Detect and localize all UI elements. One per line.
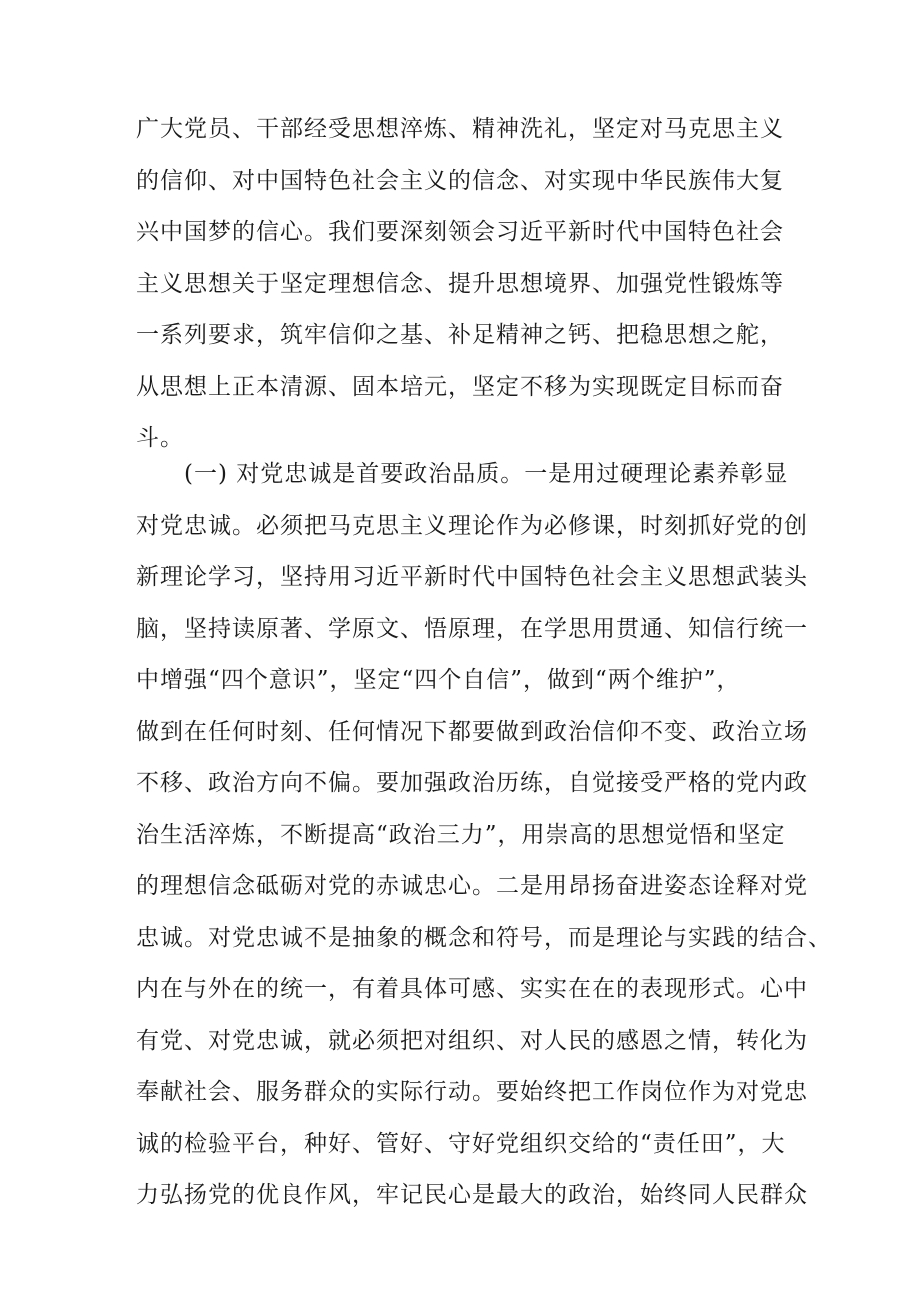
paragraph-line: 有党、对党忠诚，就必须把对组织、对人民的感恩之情，转化为 [136, 1027, 808, 1054]
paragraph-line: 对党忠诚。必须把马克思主义理论作为必修课，时刻抓好党的创 [136, 512, 808, 539]
paragraph-line: 兴中国梦的信心。我们要深刻领会习近平新时代中国特色社会 [136, 219, 784, 245]
paragraph-line: 不移、政治方向不偏。要加强政治历练，自觉接受严格的党内政 [136, 770, 808, 796]
paragraph-line: 忠诚。对党忠诚不是抽象的概念和符号，而是理论与实践的结合、 [136, 924, 832, 951]
paragraph-line: 脑，坚持读原著、学原文、悟原理，在学思用贯通、知信行统一 [136, 615, 808, 642]
paragraph-line: 新理论学习，坚持用习近平新时代中国特色社会主义思想武装头 [136, 564, 808, 590]
paragraph-line: 一系列要求，筑牢信仰之基、补足精神之钙、把稳思想之舵， [136, 322, 784, 348]
paragraph-line: 力弘扬党的优良作风，牢记民心是最大的政治，始终同人民群众 [136, 1182, 808, 1208]
paragraph-line: 的理想信念砥砺对党的赤诚忠心。二是用昂扬奋进姿态诠释对党 [136, 873, 808, 899]
paragraph-line: 内在与外在的统一，有着具体可感、实实在在的表现形式。心中 [136, 976, 808, 1002]
paragraph-line: 从思想上正本清源、固本培元，坚定不移为实现既定目标而奋 [136, 373, 784, 400]
paragraph-line: 中增强“四个意识”，坚定“四个自信”，做到“两个维护”， [136, 667, 741, 693]
paragraph-1 [136, 104, 796, 465]
paragraph-line: 奉献社会、服务群众的实际行动。要始终把工作岗位作为对党忠 [136, 1079, 808, 1105]
paragraph-line: 斗。 [136, 425, 184, 451]
paragraph-line: 治生活淬炼，不断提高“政治三力”，用崇高的思想觉悟和坚定 [136, 821, 786, 848]
paragraph-line: 的信仰、对中国特色社会主义的信念、对实现中华民族伟大复 [136, 167, 784, 194]
paragraph-line: 广大党员、干部经受思想淬炼、精神洗礼，坚定对马克思主义 [136, 116, 784, 142]
paragraph-line: 主义思想关于坚定理想信念、提升思想境界、加强党性锻炼等 [136, 270, 784, 297]
paragraph-line: 诚的检验平台，种好、管好、守好党组织交给的“责任田”，大 [136, 1130, 786, 1157]
paragraph-line: (一) 对党忠诚是首要政治品质。一是用过硬理论素养彰显 [136, 461, 789, 487]
paragraph-2 [136, 449, 832, 1222]
paragraph-line: 做到在任何时刻、任何情况下都要做到政治信仰不变、政治立场 [136, 718, 808, 745]
